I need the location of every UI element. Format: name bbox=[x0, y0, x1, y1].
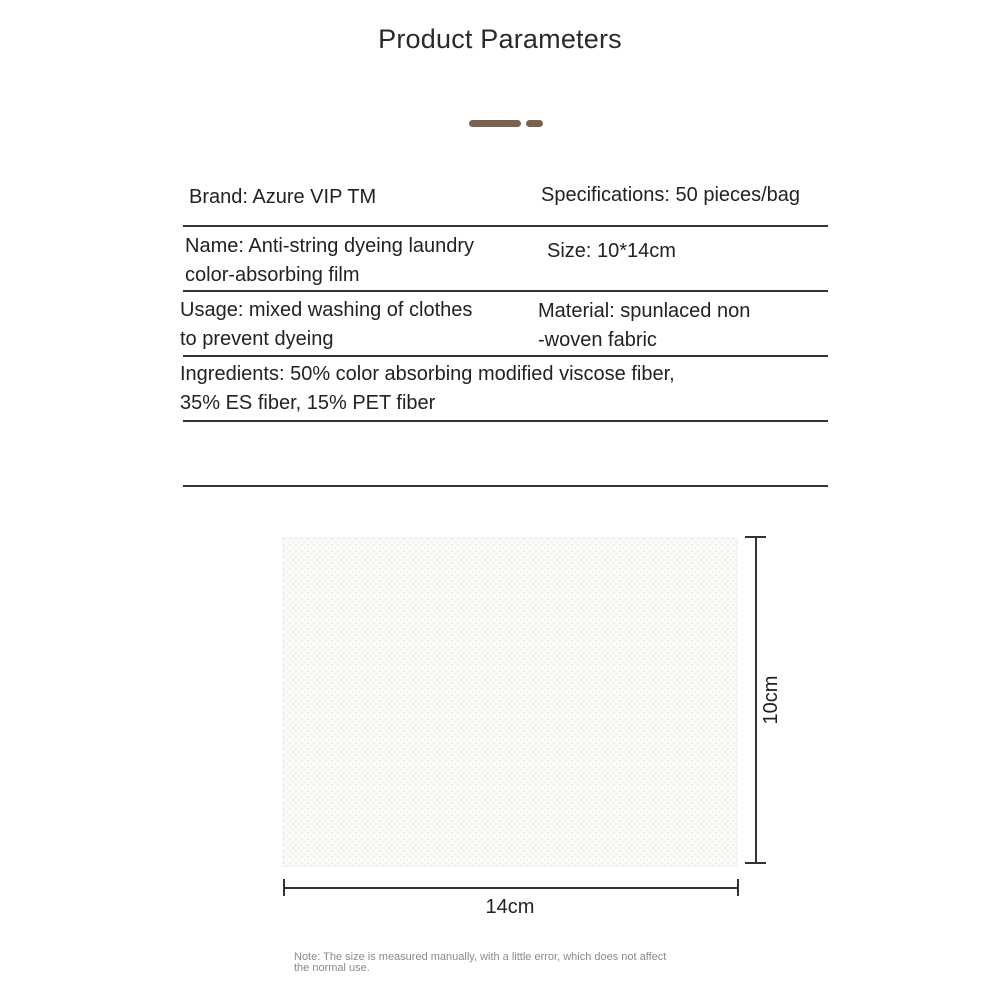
usage-text-line2: to prevent dyeing bbox=[180, 328, 334, 350]
height-dimension-cap-top bbox=[745, 536, 766, 538]
name-text-line2: color-absorbing film bbox=[185, 264, 360, 286]
accent-bar-short bbox=[526, 120, 543, 127]
width-dimension-line bbox=[283, 887, 738, 889]
height-dimension-cap-bottom bbox=[745, 862, 766, 864]
ingredients-text-line2: 35% ES fiber, 15% PET fiber bbox=[180, 392, 436, 414]
height-dimension-label: 10cm bbox=[760, 675, 782, 725]
measurement-note bbox=[294, 952, 734, 974]
table-divider bbox=[183, 485, 828, 487]
page-title: Product Parameters bbox=[378, 24, 622, 54]
width-dimension-cap-left bbox=[283, 879, 285, 896]
name-text-line1: Name: Anti-string dyeing laundry bbox=[185, 235, 475, 257]
ingredients-text-line1: Ingredients: 50% color absorbing modified viscose fiber, bbox=[180, 363, 675, 385]
specifications-text: Specifications: 50 pieces/bag bbox=[541, 184, 801, 206]
measurement-note-line1: Note: The size is measured manually, with a little error, which does not affect bbox=[294, 951, 667, 963]
material-text-line2: -woven fabric bbox=[538, 329, 657, 351]
table-divider bbox=[183, 420, 828, 422]
accent-bar-long bbox=[469, 120, 521, 127]
table-divider bbox=[183, 225, 828, 227]
table-divider bbox=[183, 355, 828, 357]
measurement-note-line2: the normal use. bbox=[294, 962, 370, 974]
brand-text: Brand: Azure VIP TM bbox=[189, 186, 377, 208]
color-absorbing-sheet-image bbox=[282, 537, 738, 867]
table-divider bbox=[183, 290, 828, 292]
width-dimension-label: 14cm bbox=[485, 896, 535, 918]
material-text-line1: Material: spunlaced non bbox=[538, 300, 751, 322]
width-dimension-cap-right bbox=[737, 879, 739, 896]
usage-text-line1: Usage: mixed washing of clothes bbox=[180, 299, 473, 321]
size-text: Size: 10*14cm bbox=[547, 240, 676, 262]
